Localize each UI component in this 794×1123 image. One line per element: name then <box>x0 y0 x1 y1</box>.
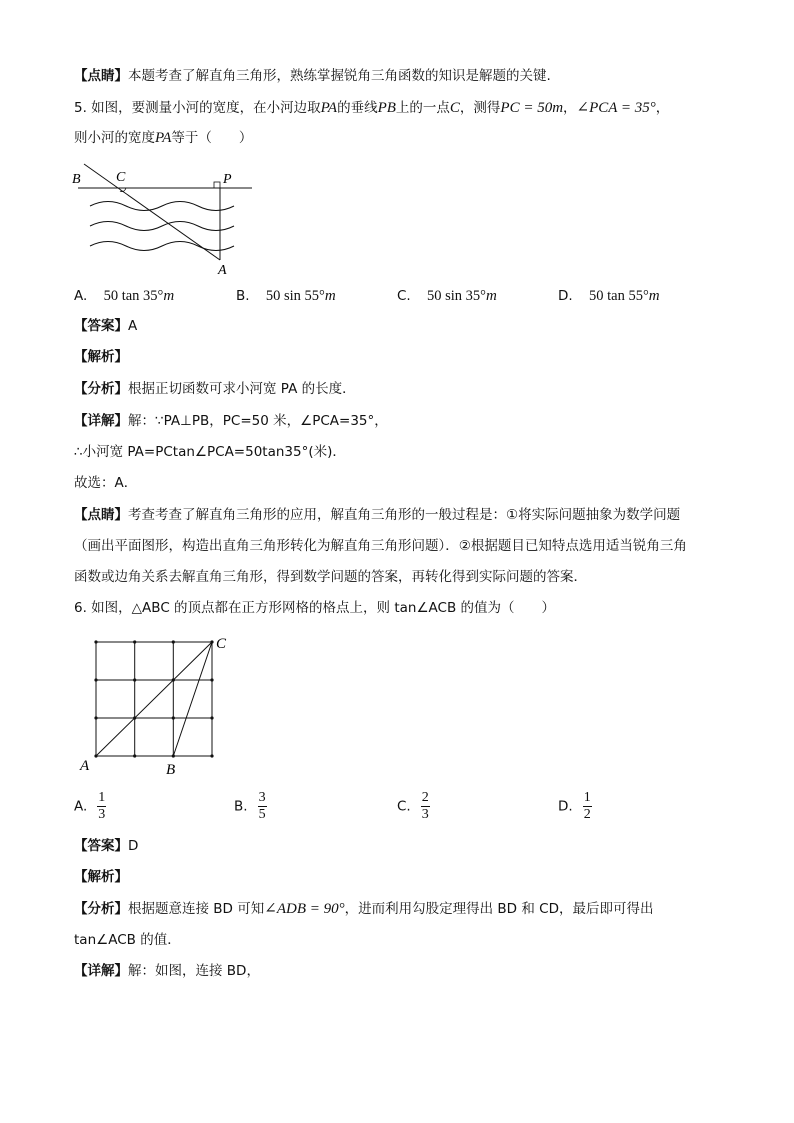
label-b: B <box>166 762 176 778</box>
q5-dianjing-2: （画出平面图形，构造出直角三角形转化为解直角三角形问题）．②根据题目已知特点选用适当锐角三角 <box>74 538 687 554</box>
section-tag: 【点睛】 <box>74 68 128 84</box>
q6-fenxi: 【分析】根据题意连接 BD 可知∠ADB = 90°，进而利用勾股定理得出 BD 和 CD，最后即可得出 <box>74 901 654 917</box>
river-figure <box>70 160 260 280</box>
q5-dianjing-3: 函数或边角关系去解直角三角形，得到数学问题的答案，再转化得到实际问题的答案． <box>74 569 587 585</box>
label-c: C <box>216 636 227 652</box>
wave-3 <box>90 242 234 251</box>
dianjing-paragraph: 【点睛】本题考查了解直角三角形，熟练掌握锐角三角函数的知识是解题的关键. <box>74 68 551 84</box>
q5-fenxi: 【分析】根据正切函数可求小河宽 PA 的长度． <box>74 381 356 397</box>
wave-1 <box>90 202 234 211</box>
line-ca <box>84 164 220 260</box>
q6-option-d[interactable]: D. $\frac{1}{2}$ <box>558 790 591 822</box>
q6-fenxi-2: tan∠ACB 的值． <box>74 932 181 948</box>
q5-detail-2: ∴小河宽 PA=PCtan∠PCA=50tan35°(米)． <box>74 444 346 460</box>
q5-dianjing-1: 【点睛】考查考查了解直角三角形的应用，解直角三角形的一般过程是：①将实际问题抽象为数学问题 <box>74 507 681 523</box>
q5-answer: 【答案】A <box>74 318 138 334</box>
label-c: C <box>116 170 126 185</box>
segment-bc <box>173 642 212 756</box>
question-5-stem-line2: 则小河的宽度PA等于（ ） <box>74 130 253 146</box>
q6-analysis-heading: 【解析】 <box>74 869 128 885</box>
label-b: B <box>72 172 81 187</box>
segment-ac <box>96 642 212 756</box>
q5-analysis-heading: 【解析】 <box>74 349 128 365</box>
label-a: A <box>80 758 90 774</box>
q6-answer: 【答案】D <box>74 838 139 854</box>
q5-detail: 【详解】解：∵PA⊥PB，PC=50 米，∠PCA=35°， <box>74 413 388 429</box>
q5-choose: 故选：A． <box>74 475 138 491</box>
q5-option-d[interactable]: D. 50 tan 55°m <box>558 288 660 304</box>
grid-figure <box>76 630 246 780</box>
q6-detail: 【详解】解：如图，连接 BD， <box>74 963 260 979</box>
q6-option-c[interactable]: C. $\frac{2}{3}$ <box>397 790 429 822</box>
label-a: A <box>218 263 227 278</box>
q5-option-b[interactable]: B. 50 sin 55°m <box>236 288 336 304</box>
wave-2 <box>90 222 234 231</box>
label-p: P <box>223 172 232 187</box>
right-angle-mark <box>214 182 220 188</box>
question-5-stem: 5. 如图，要测量小河的宽度，在小河边取PA的垂线PB上的一点C，测得PC = 50m，∠PCA = 35°， <box>74 100 670 116</box>
q5-option-a[interactable]: A. 50 tan 35°m <box>74 288 175 304</box>
q6-option-a[interactable]: A. $\frac{1}{3}$ <box>74 790 106 822</box>
question-6-stem: 6. 如图，△ABC 的顶点都在正方形网格的格点上，则 tan∠ACB 的值为（ ） <box>74 600 556 616</box>
q5-option-c[interactable]: C. 50 sin 35°m <box>397 288 497 304</box>
q6-option-b[interactable]: B. $\frac{3}{5}$ <box>234 790 266 822</box>
